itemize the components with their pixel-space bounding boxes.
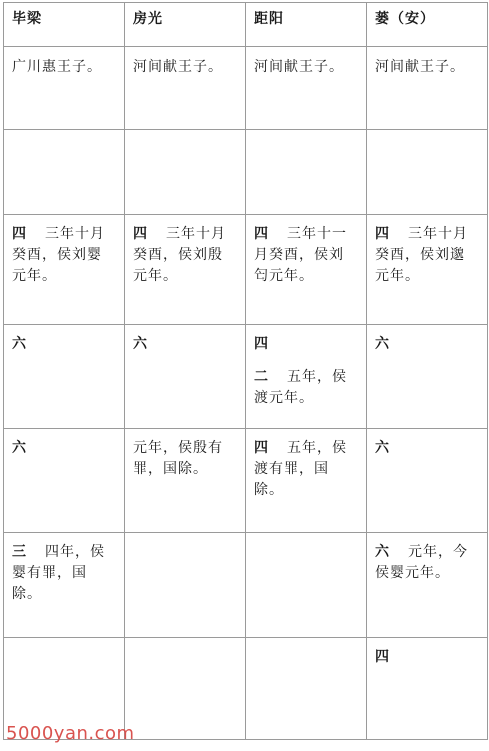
cell-count: 四	[254, 226, 269, 242]
cell-text: 三年十一月癸酉，侯刘匄元年。	[254, 226, 347, 284]
table-cell	[367, 47, 488, 130]
cell-text: 五年，侯渡元年。	[254, 369, 347, 406]
table-cell	[367, 533, 488, 638]
cell-count: 四	[375, 226, 390, 242]
cell-text: 河间献王子。	[133, 59, 223, 75]
cell-count: 四	[375, 649, 390, 665]
table-cell	[4, 215, 125, 325]
table-cell	[125, 325, 246, 429]
table-cell	[367, 638, 488, 740]
column-header: 距阳	[246, 3, 367, 47]
table-row	[4, 215, 488, 325]
table-row	[4, 533, 488, 638]
table-cell	[246, 47, 367, 130]
cell-count: 六	[12, 440, 27, 456]
column-header: 蒌（安）	[367, 3, 488, 47]
table-cell	[246, 533, 367, 638]
table-row	[4, 47, 488, 130]
cell-count: 二	[254, 369, 269, 385]
table-cell	[4, 533, 125, 638]
cell-count: 六	[133, 336, 148, 352]
cell-text: 三年十月癸酉，侯刘婴元年。	[12, 226, 105, 284]
table-cell	[246, 215, 367, 325]
table-cell	[125, 533, 246, 638]
cell-count: 三	[12, 544, 27, 560]
table-cell	[125, 638, 246, 740]
table-cell	[125, 130, 246, 215]
table-cell	[125, 215, 246, 325]
table-cell	[367, 130, 488, 215]
cell-text: 五年，侯渡有罪，国除。	[254, 440, 347, 498]
cell-count: 四	[254, 440, 269, 456]
cell-text: 广川惠王子。	[12, 59, 102, 75]
cell-text: 河间献王子。	[375, 59, 465, 75]
table-cell	[246, 325, 367, 429]
table-cell	[4, 130, 125, 215]
table-row	[4, 325, 488, 429]
site-watermark: 5000yan.com	[6, 723, 135, 744]
table-cell	[246, 638, 367, 740]
cell-text: 河间献王子。	[254, 59, 344, 75]
cell-text: 三年十月癸酉，侯刘邈元年。	[375, 226, 468, 284]
table-row	[4, 429, 488, 533]
table-cell	[246, 130, 367, 215]
column-header: 房光	[125, 3, 246, 47]
cell-count: 六	[375, 544, 390, 560]
cell-count: 四	[254, 336, 269, 352]
table-row	[4, 130, 488, 215]
cell-text: 四年，侯婴有罪，国除。	[12, 544, 105, 602]
cell-count: 四	[133, 226, 148, 242]
table-cell	[367, 325, 488, 429]
cell-count: 四	[12, 226, 27, 242]
cell-text: 元年，今侯婴元年。	[375, 544, 468, 581]
chronology-table	[3, 2, 488, 740]
table-cell	[367, 215, 488, 325]
cell-count: 六	[375, 440, 390, 456]
cell-count: 六	[12, 336, 27, 352]
table-cell	[125, 47, 246, 130]
cell-text: 三年十月癸酉，侯刘殷元年。	[133, 226, 226, 284]
cell-text: 元年，侯殷有罪，国除。	[133, 440, 223, 477]
column-header: 毕梁	[4, 3, 125, 47]
table-cell	[125, 429, 246, 533]
table-cell	[4, 47, 125, 130]
cell-count: 六	[375, 336, 390, 352]
table-cell	[4, 325, 125, 429]
header-row	[4, 3, 488, 47]
table-cell	[4, 429, 125, 533]
table-cell	[367, 429, 488, 533]
table-cell	[246, 429, 367, 533]
